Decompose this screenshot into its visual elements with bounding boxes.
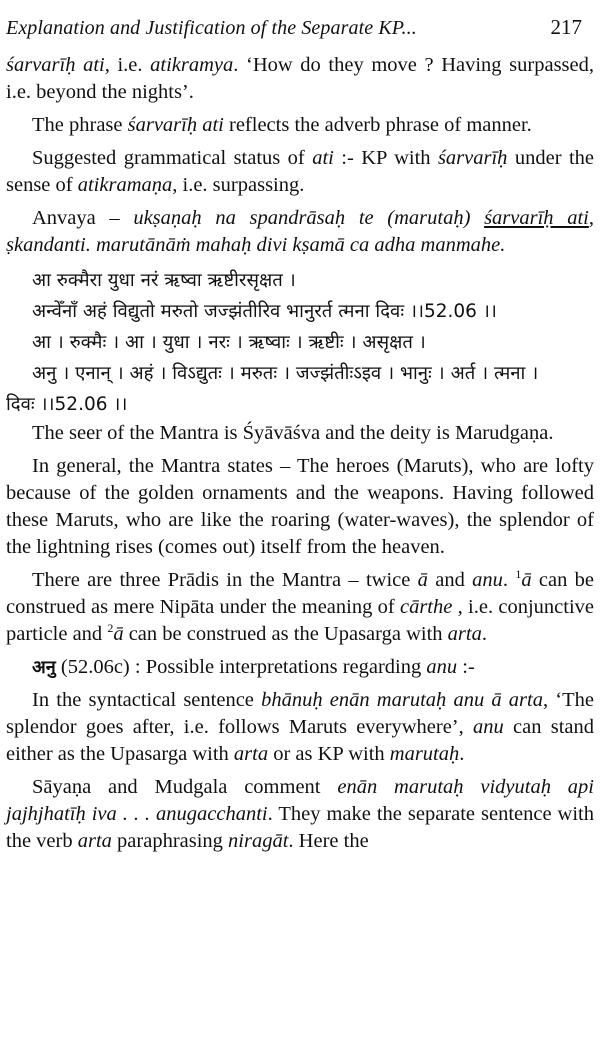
term: ukṣaṇaḥ na spandrāsaḥ te (marutaḥ) (133, 207, 485, 229)
text: . (502, 569, 509, 591)
text: :- (457, 656, 475, 678)
text: can stand either as the Upasarga with (6, 716, 594, 765)
text: , (588, 207, 594, 229)
text: , i.e. surpassing. (172, 174, 305, 196)
term: śarvarīḥ ati (6, 54, 105, 76)
text: . They make the separate sentence with the verb (6, 803, 594, 852)
term: cārthe (399, 596, 453, 618)
term: bhānuḥ enān marutaḥ anu ā arta (261, 689, 543, 711)
text: Anvaya – (32, 207, 134, 229)
verse-line: अनु । एनान् । अहं । विऽद्युतः । मरुतः । जज्झंतीःऽइव । भानुः । अर्त । त्मना । (32, 363, 539, 384)
superscript: 1 (515, 567, 522, 582)
text: In the syntactical sentence (32, 689, 262, 711)
term: śarvarīḥ ati (127, 114, 224, 136)
text: paraphrasing (111, 830, 229, 852)
term: anu (426, 656, 458, 678)
text: Suggested grammatical status of (32, 147, 313, 169)
paragraph-sayana (6, 774, 594, 855)
paragraph-3 (6, 145, 594, 199)
page-header (6, 0, 594, 40)
text: . ‘How do they move ? Having surpassed, i.e. beyond the nights’. (6, 54, 594, 103)
paragraph-general: In general, the Mantra states – The heroes (Maruts), who are lofty because of the golden ornaments and the weapons. Having followed these Maruts, who are like the roaring (water-waves), the splendor of the lightning rises (comes out) itself from the heaven. (6, 455, 594, 558)
term: ā (417, 569, 428, 591)
underlined-term: śarvarīḥ ati (484, 207, 589, 229)
text: There are three Prādis in the Mantra – twice (32, 569, 418, 591)
paragraph-syntax (6, 687, 594, 768)
paragraph-1 (6, 52, 594, 106)
paragraph-anu-heading (6, 654, 594, 681)
term: śarvarīḥ (437, 147, 508, 169)
term: ā (113, 623, 124, 645)
term: atikramaṇa (77, 174, 173, 196)
term: anu (473, 716, 504, 738)
term: ati (312, 147, 334, 169)
term: ā (521, 569, 532, 591)
paragraph-seer: The seer of the Mantra is Śyāvāśva and the deity is Marudgaṇa. (32, 422, 554, 444)
text: :- KP with (333, 147, 438, 169)
devanagari-term: अनु (32, 657, 56, 678)
verse-line: आ । रुक्मैः । आ । युधा । नरः । ऋष्वाः । ऋष्टीः । असृक्षत । (32, 332, 426, 353)
text: , ‘The splendor goes after, i.e. follows Maruts everywhere’, (6, 689, 594, 738)
paragraph-anvaya (6, 205, 594, 259)
verse-line: दिवः ।।52.06 ।। (6, 394, 128, 415)
text: (52.06c) : Possible interpretations regarding (55, 656, 427, 678)
text: and (427, 569, 473, 591)
verse-line: आ रुक्मैरा युधा नरं ऋष्वा ऋष्टीरसृक्षत । (32, 270, 296, 291)
text: . (459, 743, 465, 765)
term: enān marutaḥ vidyutaḥ api jajhjhatīḥ iva . . . anugacchanti (6, 776, 594, 825)
paragraph-pradis (6, 567, 594, 648)
term: arta (77, 830, 112, 852)
term: atikramya (150, 54, 234, 76)
text: , i.e. conjunctive particle and (6, 596, 594, 645)
superscript: 2 (107, 621, 114, 636)
text: under the sense of (6, 147, 594, 196)
text: The phrase (32, 114, 128, 136)
text: or as KP with (268, 743, 390, 765)
paragraph-2 (6, 112, 594, 139)
term: anu (472, 569, 503, 591)
page-number: 217 (550, 15, 582, 39)
text: Sāyaṇa and Mudgala comment (32, 776, 338, 798)
text: reflects the adverb phrase of manner. (223, 114, 532, 136)
term: marutaḥ (389, 743, 460, 765)
running-title: Explanation and Justification of the Separate KP... (6, 17, 417, 39)
term: arta (233, 743, 269, 765)
verse-line: अन्वेँनाँ अहं विद्युतो मरुतो जज्झंतीरिव भानुरर्त त्मना दिवः ।।52.06 ।। (32, 301, 497, 322)
term: ṣkandanti. marutānāṁ mahaḥ divi kṣamā ca adha manmahe. (6, 234, 506, 256)
term: niragāt (228, 830, 289, 852)
text: can be construed as mere Nipāta under the meaning of (6, 569, 595, 618)
text: . (481, 623, 487, 645)
devanagari-verse (6, 265, 594, 420)
text: , i.e. (104, 54, 151, 76)
text: . Here the (288, 830, 369, 852)
term: arta (447, 623, 482, 645)
text: can be construed as the Upasarga with (123, 623, 448, 645)
